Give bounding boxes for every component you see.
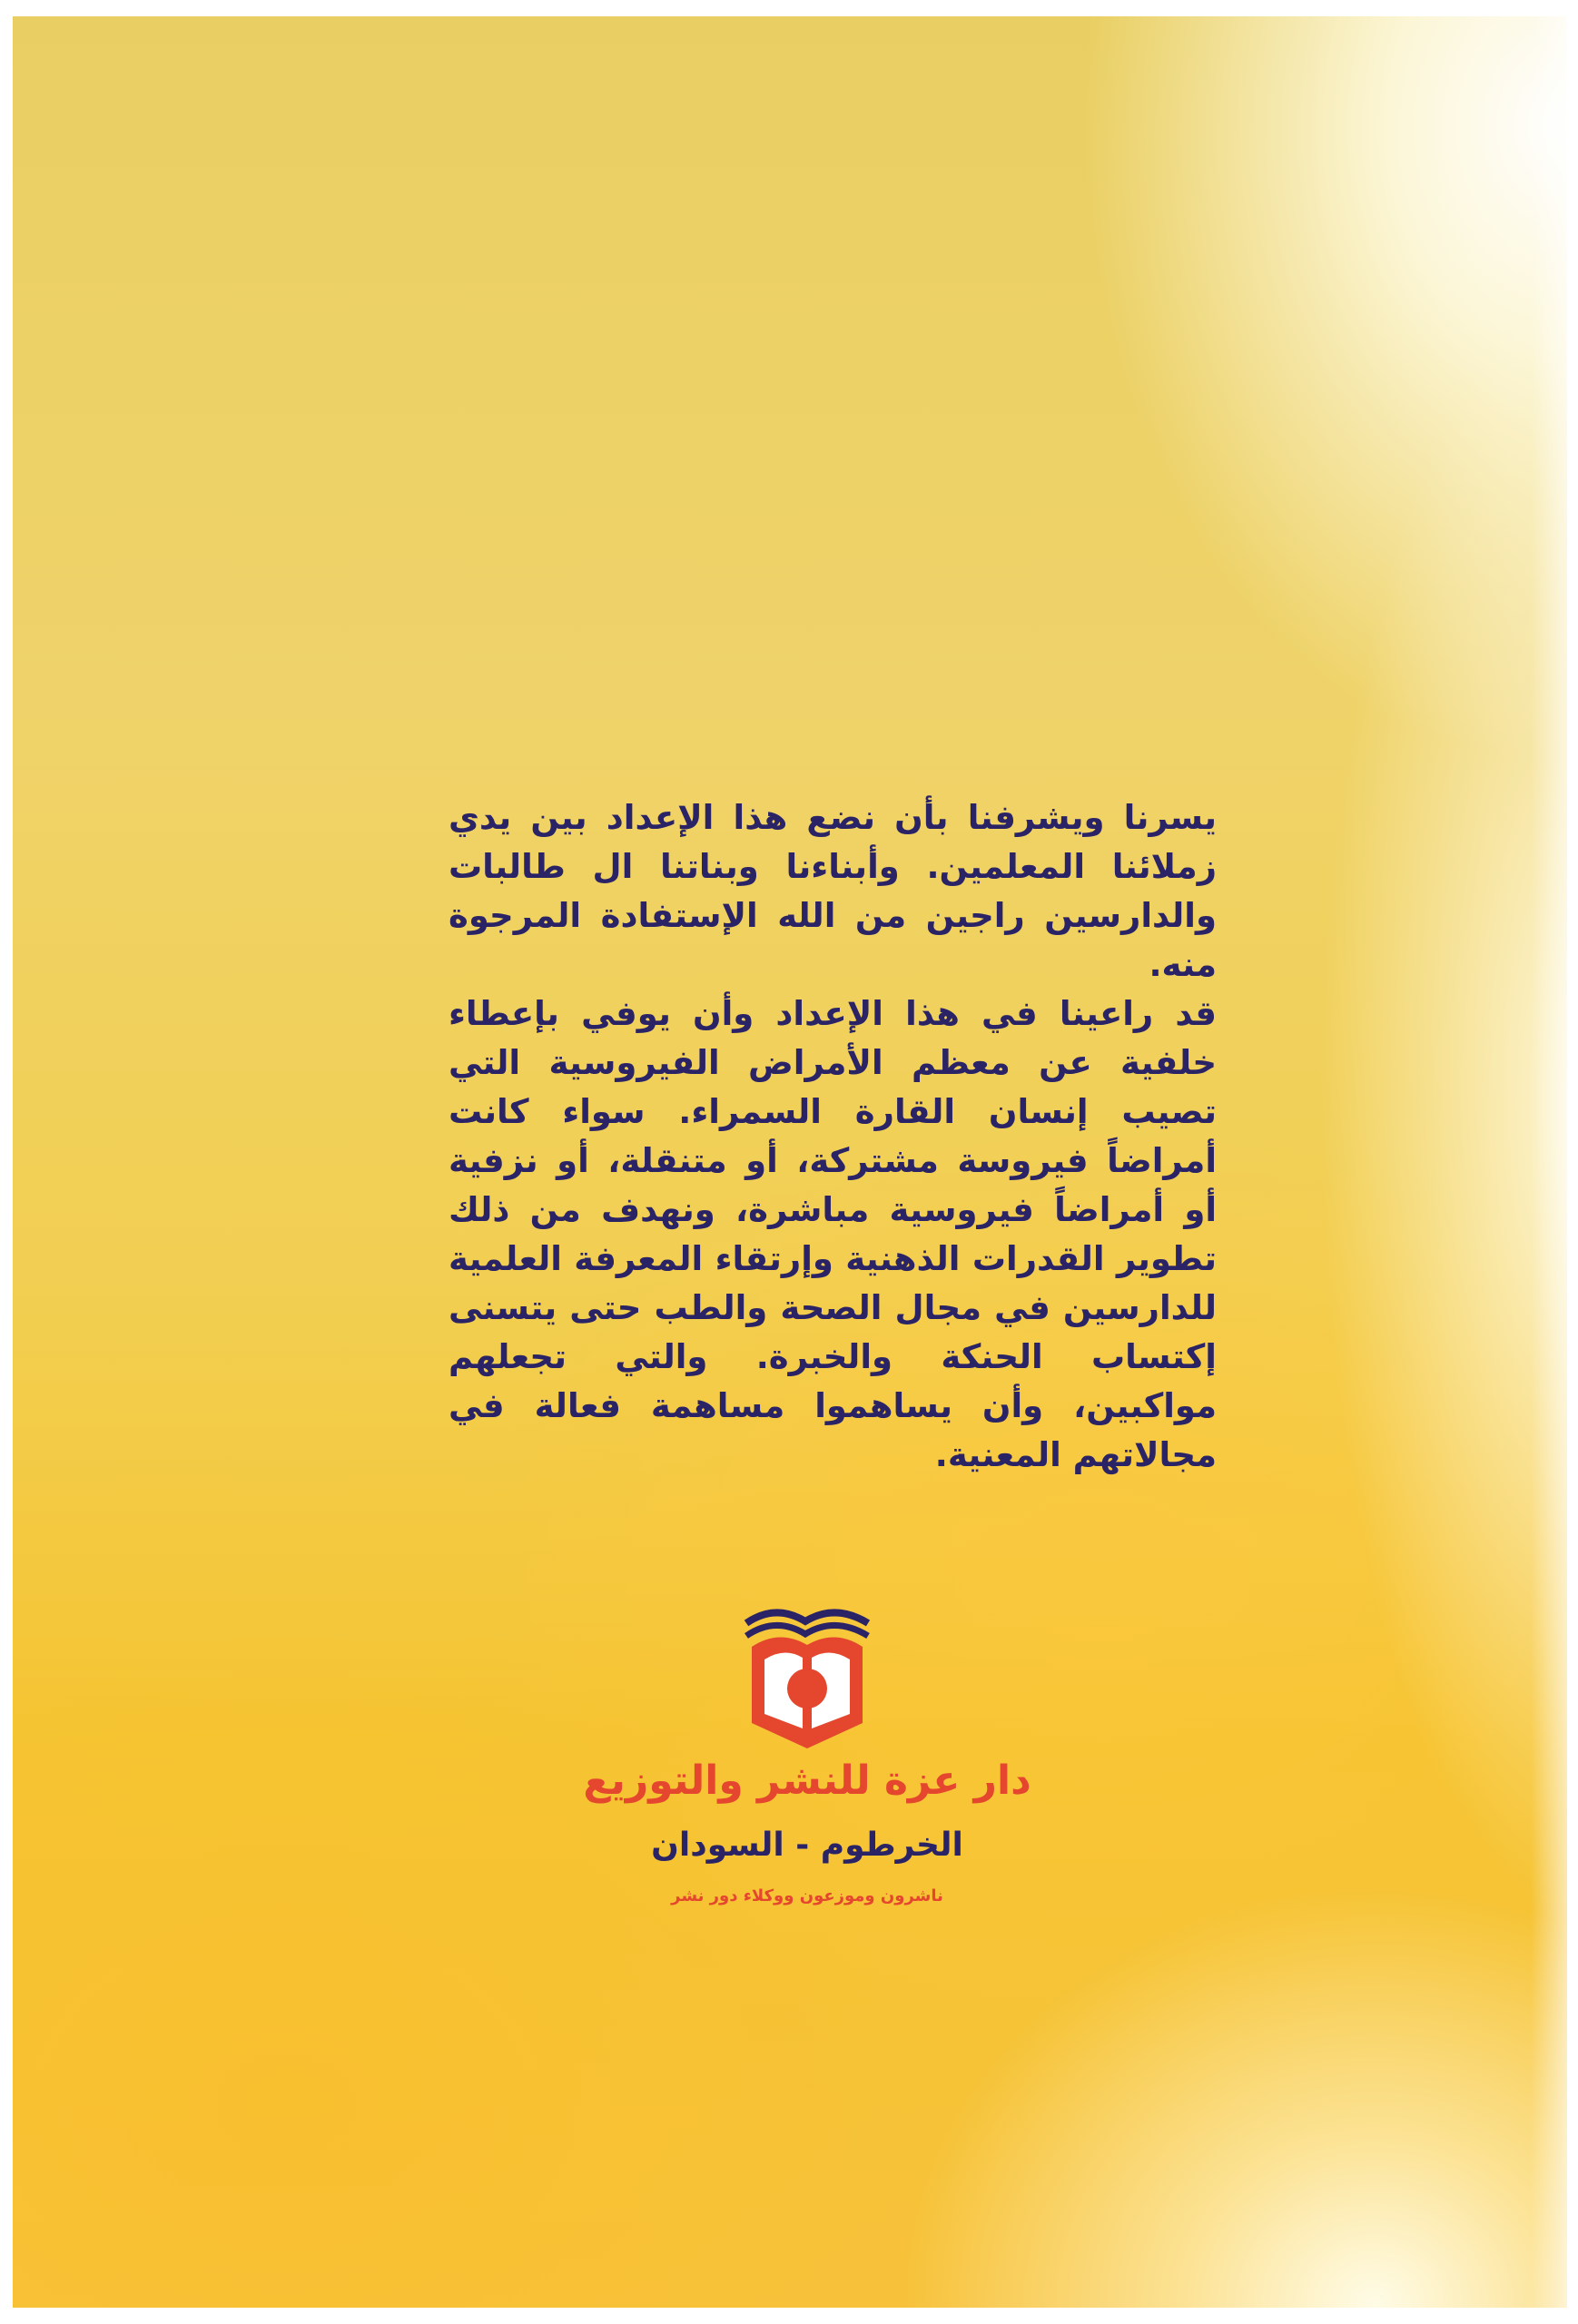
back-cover: [13, 16, 1567, 2308]
cover-edge-highlight: [1531, 16, 1567, 2308]
blurb-paragraph-2: قد راعينا في هذا الإعداد وأن يوفي بإعطاء خلفية عن معظم الأمراض الفيروسية التي تصيب إنسان القارة السمراء. سواء كانت أمراضاً فيروسة مشتركة، أو متنقلة، أو نزفية أو أمراضاً فيروسية مباشرة، ونهدف من ذلك تطوير القدرات الذهنية وإرتقاء المعرفة العلمية للدارسين في مجال الصحة والطب حتى يتسنى إكتساب الحنكة والخبرة. والتي تجعلهم مواكبين، وأن يساهموا مساهمة فعالة في مجالاتهم المعنية.: [449, 994, 1217, 1474]
back-cover-blurb: [449, 793, 1217, 1480]
publisher-name: دار عزة للنشر والتوزيع: [583, 1758, 1031, 1804]
blurb-paragraph-1: يسرنا ويشرفنا بأن نضع هذا الإعداد بين يدي زملائنا المعلمين. وأبناءنا وبناتنا ال طالبات والدارسين راجين من الله الإستفادة المرجوة منه.: [449, 798, 1217, 984]
publisher-tagline: ناشرون وموزعون ووكلاء دور نشر: [671, 1886, 943, 1905]
publisher-city: الخرطوم - السودان: [651, 1827, 963, 1864]
open-book-sun-icon: [739, 1587, 875, 1750]
